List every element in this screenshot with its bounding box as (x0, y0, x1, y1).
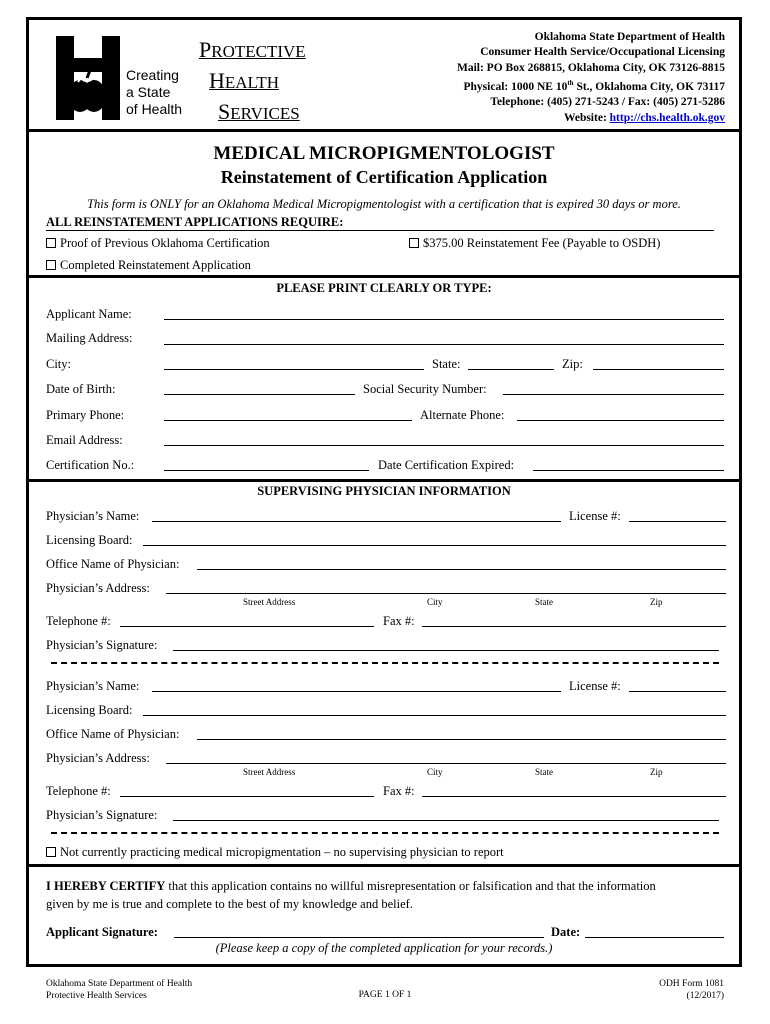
state-label: State: (432, 357, 461, 371)
physician1-street-sub: Street Address (243, 597, 296, 607)
requirements-divider (26, 275, 742, 278)
phs-services: SERVICES (218, 99, 300, 124)
logo-tagline (126, 67, 182, 118)
alternate-phone-field[interactable] (517, 420, 724, 421)
physician1-signature-field[interactable] (173, 650, 719, 651)
phs-title (199, 36, 324, 129)
physician1-address-field[interactable] (166, 593, 726, 594)
zip-field[interactable] (593, 369, 724, 370)
not-practicing-checkbox[interactable] (46, 847, 56, 857)
physician1-board-label: Licensing Board: (46, 533, 133, 547)
physician1-telephone-label: Telephone #: (46, 614, 111, 628)
physician2-city-sub: City (427, 767, 443, 777)
physician2-name-label: Physician’s Name: (46, 679, 140, 693)
physician2-name-field[interactable] (152, 691, 561, 692)
header-divider (26, 129, 742, 132)
applicant-divider (26, 479, 742, 482)
zip-label: Zip: (562, 357, 583, 371)
address-line-4: Physical: 1000 NE 10th St., Oklahoma City, OK 73117 (463, 79, 725, 94)
dob-label: Date of Birth: (46, 382, 116, 396)
req-fee-checkbox[interactable] (409, 238, 419, 248)
physician-heading: SUPERVISING PHYSICIAN INFORMATION (257, 484, 511, 498)
physician2-street-sub: Street Address (243, 767, 296, 777)
email-label: Email Address: (46, 433, 123, 447)
cert-no-field[interactable] (164, 470, 369, 471)
physician2-fax-field[interactable] (422, 796, 726, 797)
logo-line-2: a State (126, 84, 171, 100)
physician2-fax-label: Fax #: (383, 784, 415, 798)
dob-field[interactable] (164, 394, 355, 395)
address-line-3: Mail: PO Box 268815, Oklahoma City, OK 73126-8815 (456, 61, 725, 74)
physician-divider (26, 864, 742, 867)
req-proof-checkbox[interactable] (46, 238, 56, 248)
certify-statement (46, 877, 736, 913)
physician2-board-label: Licensing Board: (46, 703, 133, 717)
physician2-address-label: Physician’s Address: (46, 751, 150, 765)
form-subtitle: Reinstatement of Certification Application (220, 167, 548, 187)
website-link[interactable]: http://chs.health.ok.gov (609, 111, 725, 124)
applicant-signature-label: Applicant Signature: (46, 925, 158, 939)
ssn-field[interactable] (503, 394, 724, 395)
physician2-office-label: Office Name of Physician: (46, 727, 180, 741)
physician2-telephone-label: Telephone #: (46, 784, 111, 798)
not-practicing-option: Not currently practicing medical micropigmentation – no supervising physician to report (46, 845, 504, 860)
form-note: This form is ONLY for an Oklahoma Medical Micropigmentologist with a certification that is expired 30 days or more. (87, 197, 681, 211)
mailing-address-label: Mailing Address: (46, 331, 133, 345)
footer-left-line-2: Protective Health Services (46, 991, 147, 1001)
physician2-telephone-field[interactable] (120, 796, 374, 797)
physician-separator-1 (51, 662, 719, 664)
alternate-phone-label: Alternate Phone: (420, 408, 505, 422)
requirements-heading-rule (46, 230, 714, 231)
applicant-name-field[interactable] (164, 319, 724, 320)
requirements-heading: ALL REINSTATEMENT APPLICATIONS REQUIRE: (46, 215, 344, 229)
city-label: City: (46, 357, 72, 371)
footer-left-line-1: Oklahoma State Department of Health (46, 979, 193, 989)
physician1-telephone-field[interactable] (120, 626, 374, 627)
physician2-address-field[interactable] (166, 763, 726, 764)
cert-no-label: Certification No.: (46, 458, 135, 472)
ssn-label: Social Security Number: (363, 382, 487, 396)
form-number: ODH Form 1081 (659, 979, 724, 989)
footer-left (46, 978, 192, 1002)
physician2-license-label: License #: (569, 679, 621, 693)
physician1-license-field[interactable] (629, 521, 726, 522)
agency-address (365, 30, 725, 126)
physician-separator-2 (51, 832, 719, 834)
physician2-board-field[interactable] (143, 715, 726, 716)
physician2-zip-sub: Zip (650, 767, 663, 777)
header (29, 20, 739, 130)
physician1-city-sub: City (427, 597, 443, 607)
req-item-fee: $375.00 Reinstatement Fee (Payable to OSDH) (409, 236, 660, 251)
applicant-signature-field[interactable] (174, 937, 544, 938)
footer-right (659, 978, 724, 1002)
physician2-signature-field[interactable] (173, 820, 719, 821)
keep-copy-note: (Please keep a copy of the completed application for your records.) (215, 941, 553, 955)
form-revision-date: (12/2017) (686, 991, 724, 1001)
physician1-fax-field[interactable] (422, 626, 726, 627)
req-item-application: Completed Reinstatement Application (46, 258, 251, 273)
city-field[interactable] (164, 369, 424, 370)
form-title: MEDICAL MICROPIGMENTOLOGIST (213, 143, 555, 164)
physician2-office-field[interactable] (197, 739, 726, 740)
physician1-zip-sub: Zip (650, 597, 663, 607)
physician1-signature-label: Physician’s Signature: (46, 638, 158, 652)
address-line-1: Oklahoma State Department of Health (534, 31, 725, 43)
cert-expired-field[interactable] (533, 470, 724, 471)
certify-line-2: given by me is true and complete to the best of my knowledge and belief. (46, 897, 413, 911)
primary-phone-label: Primary Phone: (46, 408, 125, 422)
address-line-2: Consumer Health Service/Occupational Licensing (480, 46, 725, 59)
physician2-signature-label: Physician’s Signature: (46, 808, 158, 822)
req-item-proof: Proof of Previous Oklahoma Certification (46, 236, 270, 251)
phs-protective: PROTECTIVE (199, 37, 306, 62)
physician1-address-label: Physician’s Address: (46, 581, 150, 595)
certify-line-1: I HEREBY CERTIFY that this application contains no willful misrepresentation or falsification and that the information (46, 879, 656, 893)
physician1-state-sub: State (535, 597, 553, 607)
physician1-fax-label: Fax #: (383, 614, 415, 628)
phs-health: HEALTH (209, 68, 280, 93)
primary-phone-field[interactable] (164, 420, 412, 421)
physician2-state-sub: State (535, 767, 553, 777)
applicant-name-label: Applicant Name: (46, 307, 132, 321)
applicant-heading: PLEASE PRINT CLEARLY OR TYPE: (276, 281, 492, 295)
physician1-office-label: Office Name of Physician: (46, 557, 180, 571)
state-field[interactable] (468, 369, 554, 370)
physician1-name-field[interactable] (152, 521, 561, 522)
physician2-license-field[interactable] (629, 691, 726, 692)
date-field[interactable] (585, 937, 724, 938)
page-number: PAGE 1 OF 1 (358, 990, 412, 1000)
address-line-6: Website: http://chs.health.ok.gov (563, 111, 725, 124)
mailing-address-field[interactable] (164, 344, 724, 345)
physician1-board-field[interactable] (143, 545, 726, 546)
logo-line-1: Creating (126, 67, 179, 83)
address-line-5: Telephone: (405) 271-5243 / Fax: (405) 271-5286 (490, 96, 725, 109)
cert-expired-label: Date Certification Expired: (378, 458, 515, 472)
logo-line-3: of Health (126, 101, 183, 117)
email-field[interactable] (164, 445, 724, 446)
date-label: Date: (551, 925, 581, 939)
req-application-checkbox[interactable] (46, 260, 56, 270)
osdh-logo (56, 36, 120, 120)
physician1-license-label: License #: (569, 509, 621, 523)
physician1-name-label: Physician’s Name: (46, 509, 140, 523)
h-apple-logo-icon (56, 36, 120, 120)
physician1-office-field[interactable] (197, 569, 726, 570)
